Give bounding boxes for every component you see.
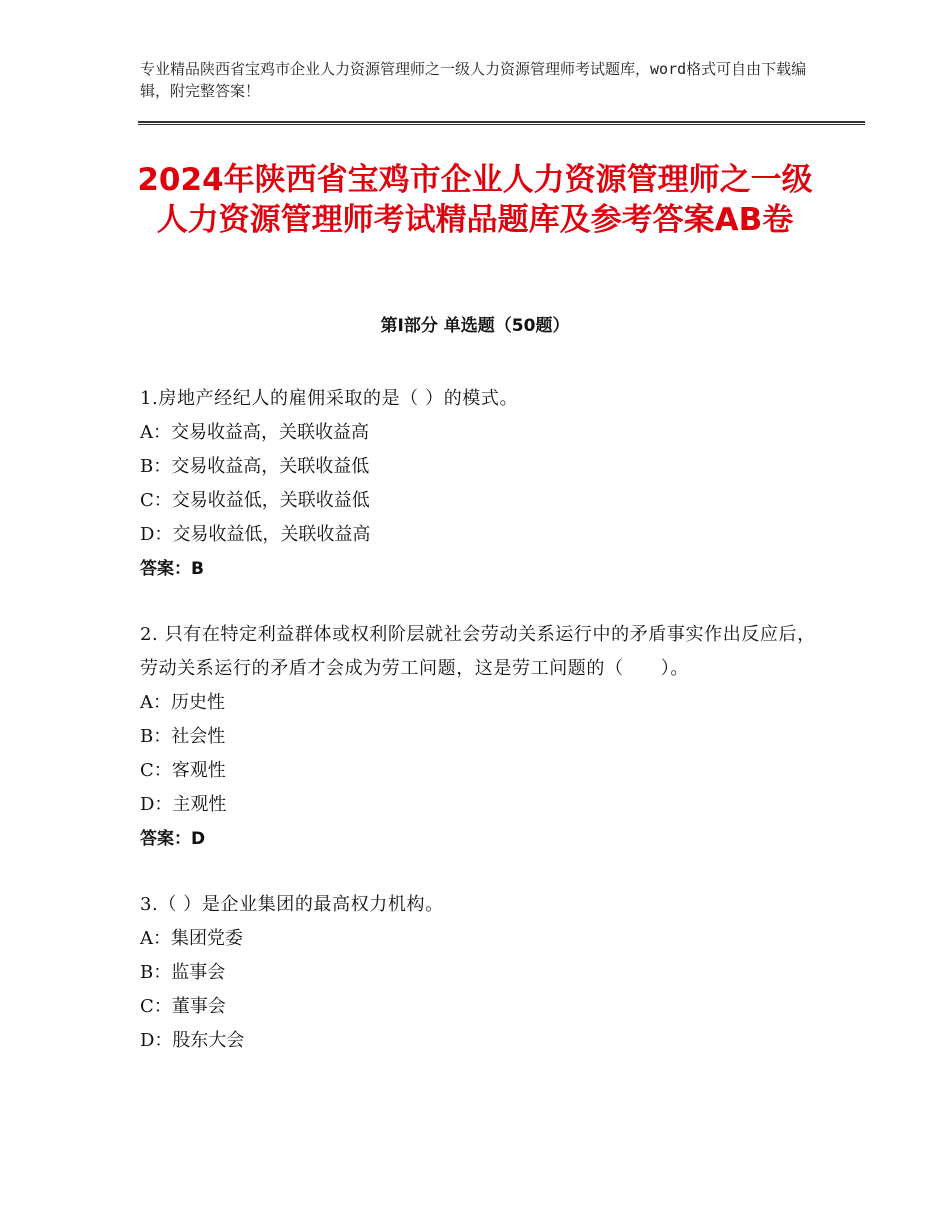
answer-line [140, 822, 820, 856]
answer-value: D [191, 829, 206, 849]
option-c: C：董事会 [140, 996, 226, 1017]
option-a: A：历史性 [140, 692, 225, 713]
header-divider [138, 121, 865, 125]
option-b: B：交易收益高，关联收益低 [140, 456, 370, 477]
option-d: D：交易收益低，关联收益高 [140, 524, 371, 545]
section-title: 第Ⅰ部分 单选题（50题） [380, 316, 570, 336]
answer-label: 答案： [140, 559, 191, 579]
question-stem: 1.房地产经纪人的雇佣采取的是（ ）的模式。 [140, 388, 519, 409]
option-a: A：集团党委 [140, 928, 243, 949]
answer-line [140, 552, 820, 586]
option-a: A：交易收益高，关联收益高 [140, 422, 369, 443]
option-c: C：客观性 [140, 760, 226, 781]
question-list [140, 382, 820, 1090]
question-2 [140, 618, 820, 856]
answer-label: 答案： [140, 829, 191, 849]
option-b: B：监事会 [140, 962, 226, 983]
question-3 [140, 888, 820, 1058]
question-1 [140, 382, 820, 586]
option-d: D：主观性 [140, 794, 227, 815]
question-stem: 2. 只有在特定利益群体或权利阶层就社会劳动关系运行中的矛盾事实作出反应后，劳动关系运行的矛盾才会成为劳工问题，这是劳工问题的（ ）。 [140, 624, 816, 679]
answer-value: B [191, 559, 204, 579]
header-note: 专业精品陕西省宝鸡市企业人力资源管理师之一级人力资源管理师考试题库，word格式可自由下载编辑，附完整答案！ [140, 60, 807, 100]
option-c: C：交易收益低，关联收益低 [140, 490, 370, 511]
question-stem: 3.（ ）是企业集团的最高权力机构。 [140, 894, 444, 915]
option-d: D：股东大会 [140, 1030, 245, 1051]
document-title: 2024年陕西省宝鸡市企业人力资源管理师之一级人力资源管理师考试精品题库及参考答案AB卷 [137, 162, 813, 238]
option-b: B：社会性 [140, 726, 226, 747]
